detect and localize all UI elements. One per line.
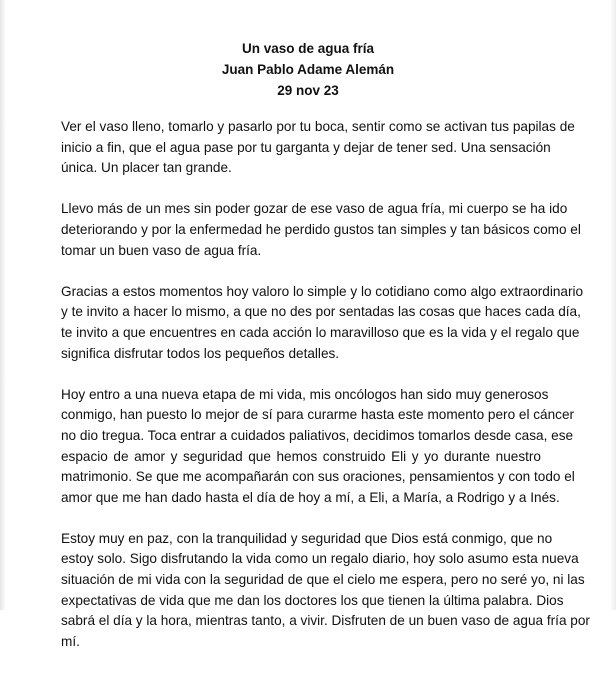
paragraph-line: estoy solo. Sigo disfrutando la vida como un regalo diario, hoy solo asumo esta nueva <box>61 551 579 567</box>
paragraph-line: significa disfrutar todos los pequeños detalles. <box>61 345 340 361</box>
paragraph <box>61 385 575 509</box>
paragraph-line: deteriorando y por la enfermedad he perdido gustos tan simples y tan básicos como el <box>61 221 581 237</box>
paragraph-line: mí. <box>61 633 80 649</box>
paragraph-line: amor que me han dado hasta el día de hoy a mí, a Eli, a María, a Rodrigo y a Inés. <box>61 489 560 505</box>
paragraph <box>61 199 581 261</box>
paragraph <box>61 529 590 653</box>
paragraph-line: y te invito a hacer lo mismo, a que no des por sentadas las cosas que haces cada día, <box>61 304 581 320</box>
paragraph-line: Ver el vaso lleno, tomarlo y pasarlo por tu boca, sentir como se activan tus papilas de <box>61 119 575 134</box>
document-body <box>61 117 590 673</box>
document-header <box>0 38 616 101</box>
paragraph-line: te invito a que encuentres en cada acción lo maravilloso que es la vida y el regalo que <box>61 324 580 340</box>
document-date: 29 nov 23 <box>277 83 339 98</box>
paragraph-line: situación de mi vida con la seguridad de que el cielo me espera, pero no seré yo, ni las <box>61 572 585 588</box>
paragraph-line: conmigo, han puesto lo mejor de sí para curarme hasta este momento pero el cáncer <box>61 407 575 423</box>
paragraph-line: sabrá el día y la hora, mientras tanto, a vivir. Disfruten de un buen vaso de agua fría por <box>61 613 590 629</box>
document-title: Un vaso de agua fría <box>241 41 375 56</box>
paragraph-line: no dio tregua. Toca entrar a cuidados paliativos, decidimos tomarlos desde casa, ese <box>61 427 574 443</box>
paragraph-line: expectativas de vida que me dan los doctores los que tienen la última palabra. Dios <box>61 592 564 608</box>
paragraph-line: espacio de amor y seguridad que hemos construido Eli y yo durante nuestro <box>61 448 541 464</box>
paragraph-line: Hoy entro a una nueva etapa de mi vida, mis oncólogos han sido muy generosos <box>61 386 549 402</box>
paragraph <box>61 282 584 364</box>
paragraph-line: única. Un placer tan grande. <box>61 160 232 176</box>
paragraph-line: Gracias a estos momentos hoy valoro lo simple y lo cotidiano como algo extraordinario <box>61 283 584 299</box>
paragraph <box>61 117 575 179</box>
paragraph-line: Llevo más de un mes sin poder gozar de ese vaso de agua fría, mi cuerpo se ha ido <box>61 201 568 217</box>
paragraph-line: Estoy muy en paz, con la tranquilidad y seguridad que Dios está conmigo, que no <box>61 530 553 546</box>
document-author: Juan Pablo Adame Alemán <box>221 62 395 77</box>
paragraph-line: matrimonio. Se que me acompañarán con sus oraciones, pensamientos y con todo el <box>61 469 575 485</box>
paragraph-line: tomar un buen vaso de agua fría. <box>61 242 262 258</box>
paragraph-line: inicio a fin, que el agua pase por tu garganta y dejar de tener sed. Una sensación <box>61 139 551 155</box>
